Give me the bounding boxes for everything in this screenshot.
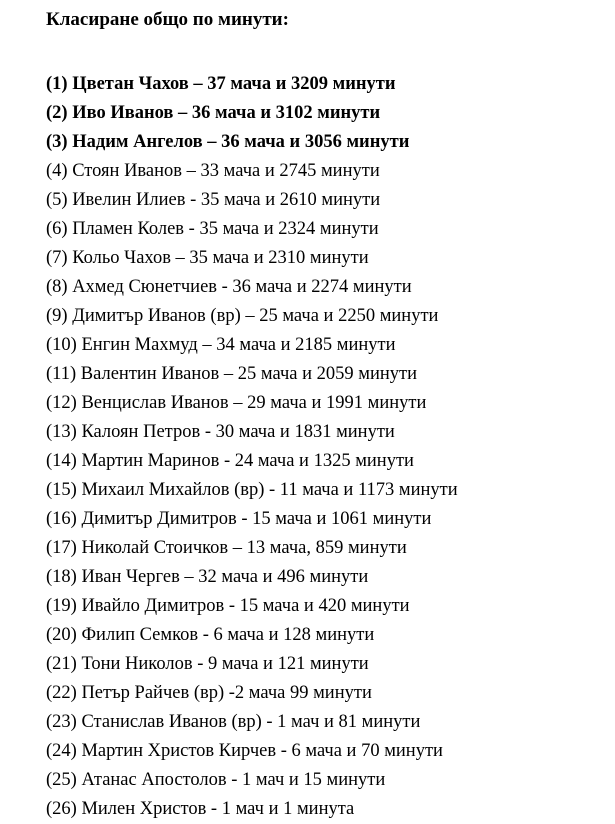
ranking-entry: (1) Цветан Чахов – 37 мача и 3209 минути: [46, 74, 396, 94]
ranking-entry: (8) Ахмед Сюнетчиев - 36 мача и 2274 минути: [46, 277, 412, 297]
document-title: Класиране общо по минути:: [46, 9, 289, 30]
ranking-entry: (11) Валентин Иванов – 25 мача и 2059 минути: [46, 364, 417, 384]
ranking-entry: (3) Надим Ангелов – 36 мача и 3056 минути: [46, 132, 410, 152]
document-body: [46, 10, 611, 824]
ranking-entry: (26) Милен Христов - 1 мач и 1 минута: [46, 799, 355, 819]
ranking-entry: (16) Димитър Димитров - 15 мача и 1061 минути: [46, 509, 432, 529]
ranking-entry: (6) Пламен Колев - 35 мача и 2324 минути: [46, 219, 379, 239]
ranking-entry: (4) Стоян Иванов – 33 мача и 2745 минути: [46, 161, 380, 181]
ranking-entry: (7) Кольо Чахов – 35 мача и 2310 минути: [46, 248, 369, 268]
ranking-entry: (21) Тони Николов - 9 мача и 121 минути: [46, 654, 369, 674]
ranking-entry: (5) Ивелин Илиев - 35 мача и 2610 минути: [46, 190, 381, 210]
ranking-entry: (18) Иван Чергев – 32 мача и 496 минути: [46, 567, 369, 587]
ranking-entry: (22) Петър Райчев (вр) -2 мача 99 минути: [46, 683, 372, 703]
ranking-entry: (10) Енгин Махмуд – 34 мача и 2185 минути: [46, 335, 396, 355]
ranking-entry: (19) Ивайло Димитров - 15 мача и 420 минути: [46, 596, 410, 616]
ranking-entry: (2) Иво Иванов – 36 мача и 3102 минути: [46, 103, 381, 123]
ranking-entry: (23) Станислав Иванов (вр) - 1 мач и 81 минути: [46, 712, 421, 732]
ranking-entry: (13) Калоян Петров - 30 мача и 1831 минути: [46, 422, 395, 442]
ranking-entry: (24) Мартин Христов Кирчев - 6 мача и 70 минути: [46, 741, 443, 761]
ranking-entry: (9) Димитър Иванов (вр) – 25 мача и 2250 минути: [46, 306, 439, 326]
ranking-entry: (12) Венцислав Иванов – 29 мача и 1991 минути: [46, 393, 427, 413]
ranking-entry: (14) Мартин Маринов - 24 мача и 1325 минути: [46, 451, 414, 471]
ranking-entry: (15) Михаил Михайлов (вр) - 11 мача и 1173 минути: [46, 480, 458, 500]
ranking-entry: (17) Николай Стоичков – 13 мача, 859 минути: [46, 538, 407, 558]
ranking-list: [46, 70, 611, 824]
ranking-entry: (20) Филип Семков - 6 мача и 128 минути: [46, 625, 375, 645]
ranking-entry: (25) Атанас Апостолов - 1 мач и 15 минути: [46, 770, 386, 790]
